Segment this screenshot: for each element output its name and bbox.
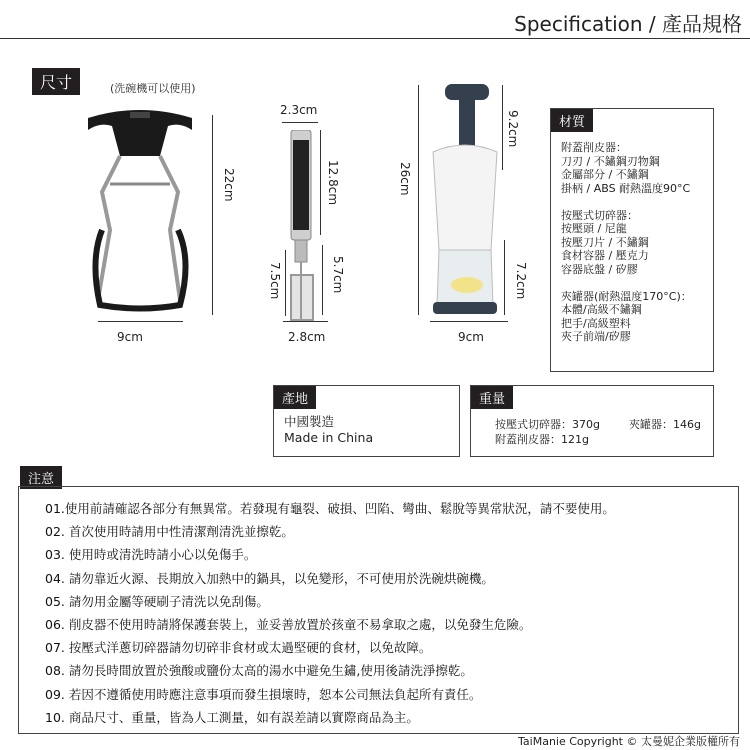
material-line: 掛柄 / ABS 耐熱溫度90°C bbox=[561, 181, 691, 195]
material-line: 按壓式切碎器： bbox=[561, 208, 638, 222]
jar-lifter-height-line bbox=[212, 115, 213, 315]
peeler-top-width: 2.3cm bbox=[280, 103, 318, 117]
origin-chinese: 中國製造 bbox=[284, 414, 335, 429]
notes-list bbox=[45, 497, 615, 729]
notes-box bbox=[18, 486, 739, 734]
origin-tag: 產地 bbox=[274, 386, 316, 409]
weight-jar-lifter: 夾罐器：146g bbox=[629, 418, 701, 431]
material-line: 刀刃 / 不鏽鋼刃物鋼 bbox=[561, 154, 660, 168]
peeler-bottom-width: 2.8cm bbox=[288, 330, 326, 344]
jar-lifter-width: 9cm bbox=[117, 330, 143, 344]
material-tag: 材質 bbox=[551, 109, 593, 132]
peeler-handle-line bbox=[320, 130, 321, 235]
chopper-height-line bbox=[418, 85, 419, 315]
page-title: Specification / 產品規格 bbox=[514, 12, 742, 36]
note-item: 05. 請勿用金屬等硬刷子清洗以免刮傷。 bbox=[45, 593, 269, 609]
note-item: 07. 按壓式洋蔥切碎器請勿切碎非食材或太過堅硬的食材，以免故障。 bbox=[45, 640, 432, 656]
chopper-container-line bbox=[504, 240, 505, 315]
material-list bbox=[561, 141, 692, 344]
material-line: 夾子前端/矽膠 bbox=[561, 330, 631, 343]
peeler-blade-length: 5.7cm bbox=[331, 256, 345, 294]
material-line: 食材容器 / 壓克力 bbox=[561, 249, 649, 262]
jar-lifter-height: 22cm bbox=[222, 168, 236, 202]
material-line: 附蓋削皮器： bbox=[561, 141, 627, 154]
chopper-plunger-height: 9.2cm bbox=[506, 110, 520, 148]
peeler-blade-line bbox=[322, 245, 323, 315]
note-item: 04. 請勿靠近火源、長期放入加熱中的鍋具，以免變形，不可使用於洗碗烘碗機。 bbox=[45, 570, 494, 586]
chopper-container-height: 7.2cm bbox=[514, 262, 528, 300]
material-line: 容器底盤 / 矽膠 bbox=[561, 262, 638, 276]
peeler-blade-height: 7.5cm bbox=[268, 262, 282, 300]
note-item: 06. 削皮器不使用時請將保護套裝上，並妥善放置於孩童不易拿取之處，以免發生危險。 bbox=[45, 617, 532, 633]
material-spacer bbox=[561, 195, 692, 209]
weight-box bbox=[470, 385, 714, 457]
note-item: 08. 請勿長時間放置於強酸或鹽份太高的湯水中避免生鏽,使用後請洗淨擦乾。 bbox=[45, 663, 473, 679]
origin-box bbox=[273, 385, 460, 457]
peeler-blade-height-line bbox=[285, 250, 286, 316]
size-tag: 尺寸 bbox=[32, 68, 80, 95]
chopper-plunger-line bbox=[502, 85, 503, 170]
material-spacer bbox=[561, 276, 692, 290]
note-item: 03. 使用時或清洗時請小心以免傷手。 bbox=[45, 547, 257, 563]
chopper-total-height: 26cm bbox=[398, 162, 412, 196]
peeler-top-width-line bbox=[282, 122, 318, 123]
material-line: 按壓刀片 / 不鏽鋼 bbox=[561, 235, 649, 249]
weight-chopper: 按壓式切碎器：370g bbox=[495, 418, 600, 431]
copyright: TaiManie Copyright © 太曼妮企業版權所有 bbox=[518, 735, 740, 748]
material-line: 夾罐器(耐熱溫度170°C)： bbox=[561, 289, 692, 303]
note-item: 10. 商品尺寸、重量，皆為人工測量，如有誤差請以實際商品為主。 bbox=[45, 709, 419, 725]
material-box bbox=[550, 108, 714, 372]
jar-lifter-width-line bbox=[98, 321, 183, 322]
chopper-width-line bbox=[430, 321, 508, 322]
chopper-image bbox=[425, 80, 505, 320]
jar-lifter-image bbox=[80, 100, 200, 315]
note-item: 02. 首次使用時請用中性清潔劑清洗並擦乾。 bbox=[45, 524, 294, 540]
weight-tag: 重量 bbox=[471, 386, 513, 409]
weight-peeler: 附蓋削皮器：121g bbox=[495, 433, 589, 446]
peeler-bottom-width-line bbox=[283, 321, 328, 322]
peeler-handle-length: 12.8cm bbox=[326, 160, 340, 206]
material-line: 按壓頭 / 尼龍 bbox=[561, 222, 627, 235]
chopper-width: 9cm bbox=[458, 330, 484, 344]
note-item: 01.使用前請確認各部分有無異常。若發現有龜裂、破損、凹陷、彎曲、鬆脫等異常狀況，請不要使用。 bbox=[45, 501, 615, 516]
note-item: 09. 若因不遵循使用時應注意事項而發生損壞時，恕本公司無法負起所有責任。 bbox=[45, 686, 482, 702]
material-line: 把手/高級塑料 bbox=[561, 316, 631, 330]
notes-tag: 注意 bbox=[20, 466, 62, 489]
dishwasher-note: (洗碗機可以使用) bbox=[110, 82, 196, 95]
material-line: 金屬部分 / 不鏽鋼 bbox=[561, 168, 649, 181]
title-divider bbox=[0, 38, 750, 39]
origin-english: Made in China bbox=[284, 430, 374, 445]
material-line: 本體/高級不鏽鋼 bbox=[561, 303, 642, 316]
